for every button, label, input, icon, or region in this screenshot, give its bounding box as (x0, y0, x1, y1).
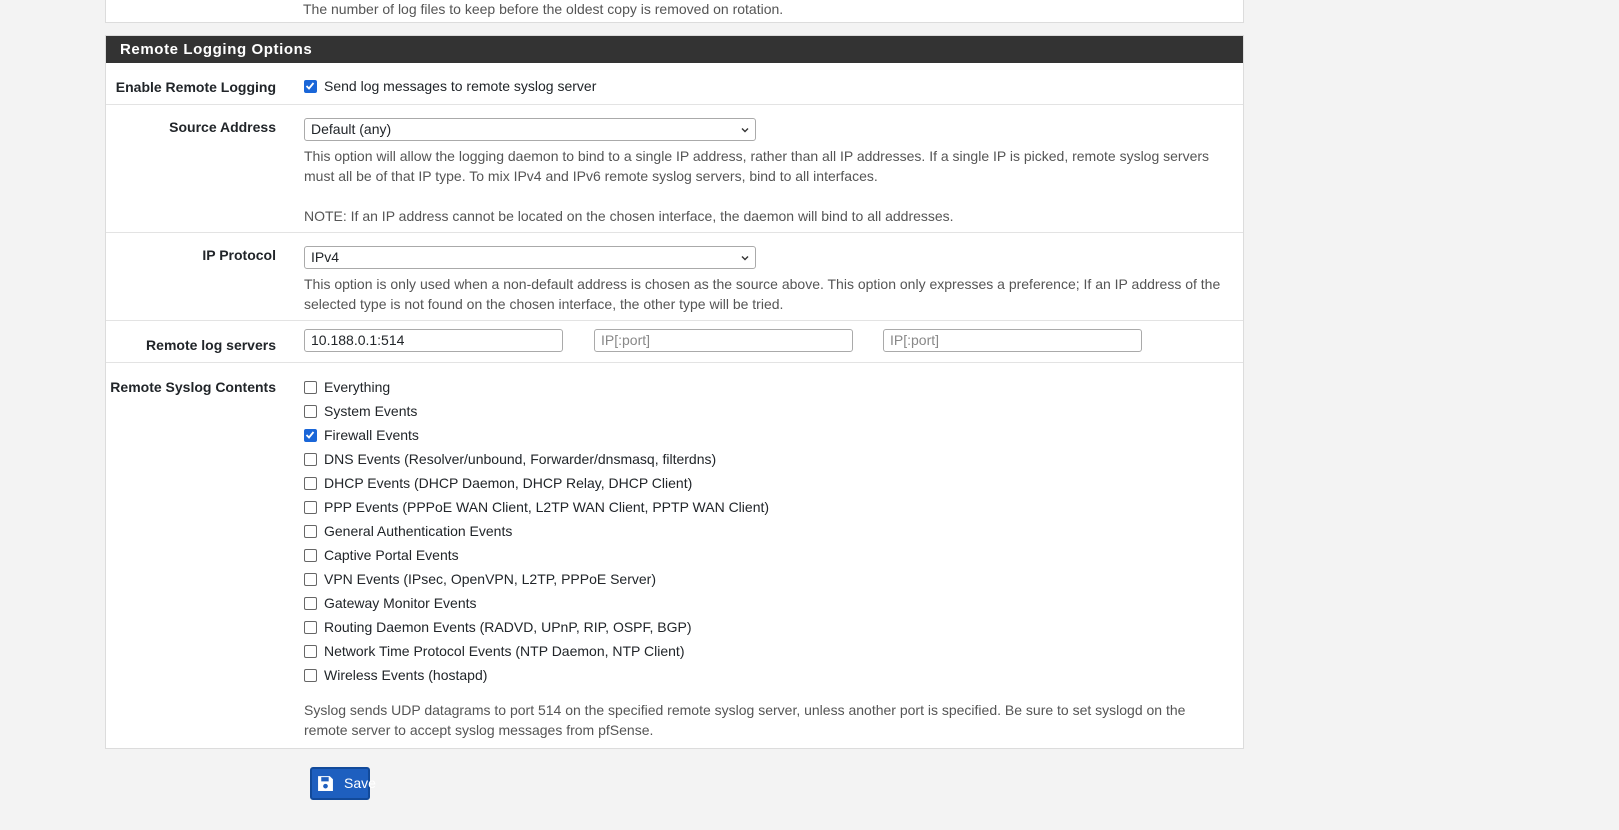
source-address-select[interactable] (304, 118, 756, 141)
enable-remote-logging-label: Enable Remote Logging (115, 79, 276, 95)
remote-server-2-input[interactable]: IP[:port] (594, 329, 853, 352)
syslog-contents-list (304, 375, 1229, 740)
syslog-option[interactable] (304, 375, 1229, 399)
syslog-option[interactable] (304, 543, 1229, 567)
source-address-note: NOTE: If an IP address cannot be located on the chosen interface, the daemon will bind to all addresses. (304, 208, 954, 224)
syslog-option-label[interactable]: PPP Events (PPPoE WAN Client, L2TP WAN Client, PPTP WAN Client) (324, 499, 770, 515)
ip-protocol-select[interactable] (304, 246, 756, 269)
syslog-option[interactable] (304, 495, 1229, 519)
syslog-option[interactable] (304, 663, 1229, 687)
syslog-option-label[interactable]: VPN Events (IPsec, OpenVPN, L2TP, PPPoE Server) (324, 571, 656, 587)
syslog-option-label[interactable]: Wireless Events (hostapd) (324, 667, 488, 683)
syslog-option-label[interactable]: Everything (324, 379, 391, 395)
syslog-option[interactable] (304, 423, 1229, 447)
ip-protocol-label: IP Protocol (202, 247, 276, 263)
syslog-option[interactable] (304, 639, 1229, 663)
source-address-content (304, 118, 1229, 226)
enable-remote-logging-control[interactable] (304, 78, 1229, 94)
syslog-option-checkbox[interactable] (304, 405, 317, 418)
remote-logging-panel (105, 35, 1244, 749)
syslog-option[interactable] (304, 447, 1229, 471)
syslog-option-label[interactable]: Firewall Events (324, 427, 419, 443)
syslog-option-checkbox[interactable] (304, 525, 317, 538)
enable-remote-logging-row (106, 63, 1243, 105)
ip-protocol-row (106, 233, 1243, 321)
syslog-option-checkbox[interactable] (304, 669, 317, 682)
floppy-disk-icon (317, 775, 334, 792)
syslog-option[interactable] (304, 591, 1229, 615)
chevron-down-icon (741, 254, 749, 262)
enable-remote-logging-text[interactable]: Send log messages to remote syslog server (324, 78, 597, 94)
ip-protocol-help: This option is only used when a non-default address is chosen as the source above. This option only expresses a preference; If an IP address of the selected type is not found on the chosen interface, the other type will be tried. (304, 276, 1221, 312)
ip-protocol-selected: IPv4 (311, 249, 340, 265)
syslog-option-checkbox[interactable] (304, 645, 317, 658)
syslog-option-checkbox[interactable] (304, 621, 317, 634)
log-rotation-panel (105, 0, 1244, 23)
save-button-label: Save (344, 775, 376, 791)
syslog-option[interactable] (304, 567, 1229, 591)
syslog-option-label[interactable]: Network Time Protocol Events (NTP Daemon, NTP Client) (324, 643, 685, 659)
remote-server-3-input[interactable]: IP[:port] (883, 329, 1142, 352)
source-address-selected: Default (any) (311, 121, 392, 137)
syslog-option[interactable] (304, 471, 1229, 495)
syslog-option-checkbox[interactable] (304, 453, 317, 466)
enable-remote-logging-checkbox[interactable] (304, 80, 317, 93)
source-address-row (106, 105, 1243, 233)
syslog-option-checkbox[interactable] (304, 597, 317, 610)
syslog-option-label[interactable]: Gateway Monitor Events (324, 595, 477, 611)
source-address-label: Source Address (169, 119, 276, 135)
source-address-help: This option will allow the logging daemon to bind to a single IP address, rather than all IP addresses. If a single IP is picked, remote syslog servers must all be of that IP type. To mix IPv4 and IPv6 remote syslog servers, bind to all interfaces. (304, 148, 1210, 184)
syslog-option[interactable] (304, 399, 1229, 423)
syslog-option[interactable] (304, 615, 1229, 639)
remote-log-servers-label: Remote log servers (146, 337, 276, 353)
remote-syslog-contents-label: Remote Syslog Contents (110, 379, 276, 395)
syslog-option-checkbox[interactable] (304, 501, 317, 514)
remote-syslog-contents-row (106, 363, 1243, 748)
syslog-option-checkbox[interactable] (304, 573, 317, 586)
syslog-option-label[interactable]: DHCP Events (DHCP Daemon, DHCP Relay, DHCP Client) (324, 475, 693, 491)
syslog-option-checkbox[interactable] (304, 429, 317, 442)
syslog-option-label[interactable]: Captive Portal Events (324, 547, 459, 563)
ip-protocol-content (304, 246, 1229, 314)
syslog-option[interactable] (304, 519, 1229, 543)
log-rotation-help: The number of log files to keep before the oldest copy is removed on rotation. (303, 1, 784, 17)
syslog-option-label[interactable]: General Authentication Events (324, 523, 513, 539)
chevron-down-icon (741, 126, 749, 134)
save-button[interactable] (310, 767, 376, 800)
section-title: Remote Logging Options (106, 36, 1243, 63)
syslog-option-label[interactable]: System Events (324, 403, 418, 419)
syslog-option-label[interactable]: Routing Daemon Events (RADVD, UPnP, RIP, OSPF, BGP) (324, 619, 692, 635)
remote-server-1-input[interactable]: 10.188.0.1:514 (304, 329, 563, 352)
syslog-option-label[interactable]: DNS Events (Resolver/unbound, Forwarder/dnsmasq, filterdns) (324, 451, 717, 467)
syslog-option-checkbox[interactable] (304, 549, 317, 562)
syslog-contents-help: Syslog sends UDP datagrams to port 514 on the specified remote syslog server, unless another port is specified. Be sure to set syslogd on the remote server to accept syslog messages from pfSense. (304, 702, 1186, 738)
syslog-option-checkbox[interactable] (304, 477, 317, 490)
syslog-option-checkbox[interactable] (304, 381, 317, 394)
remote-log-servers-row (106, 321, 1243, 363)
